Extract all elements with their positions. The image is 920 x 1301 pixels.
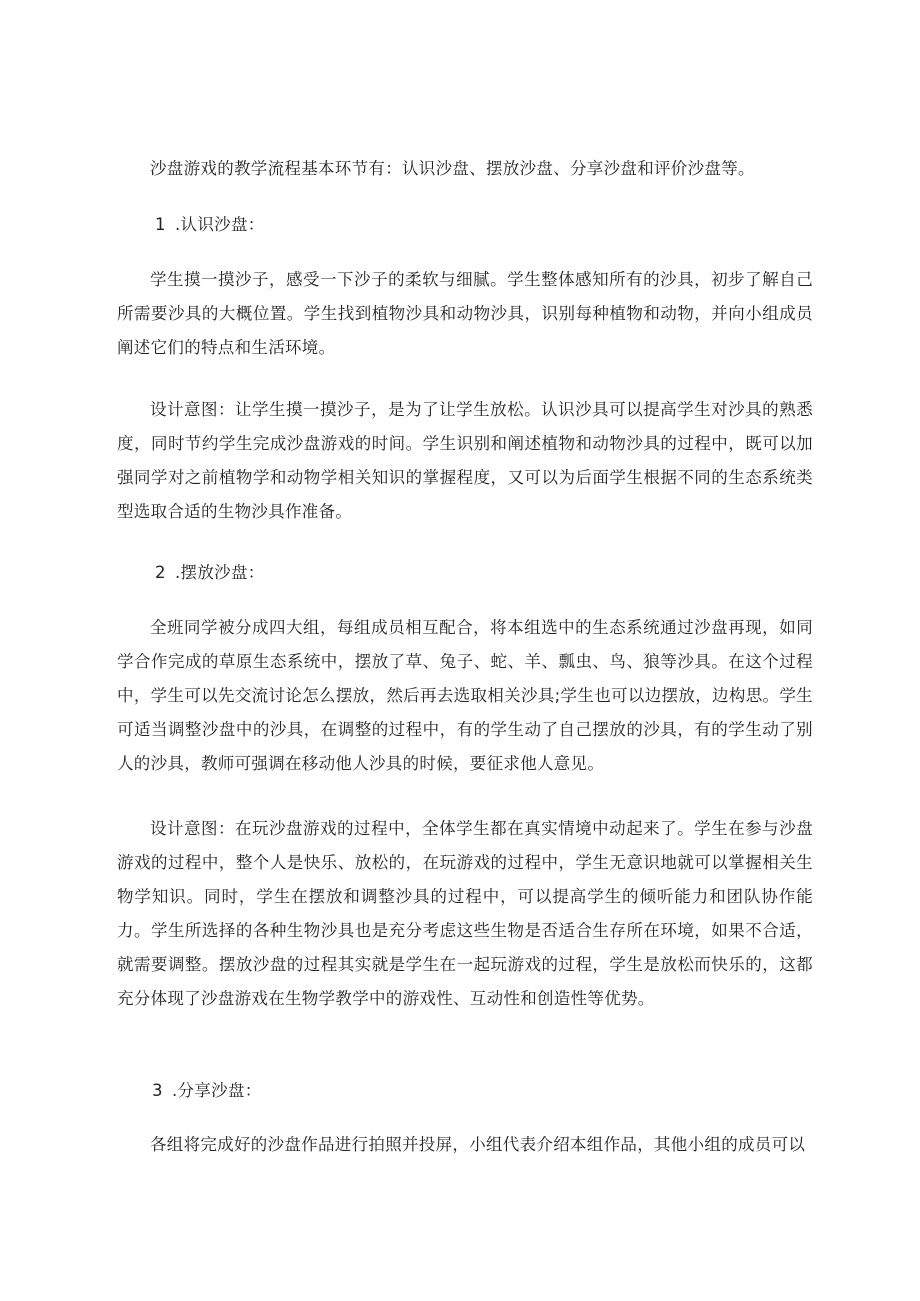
section-number: 2 [155,563,166,582]
section-title: .认识沙盘： [175,215,265,234]
section-number: 3 [152,1081,163,1100]
intro-paragraph: 沙盘游戏的教学流程基本环节有：认识沙盘、摆放沙盘、分享沙盘和评价沙盘等。 [150,159,755,178]
section-number: 1 [155,215,166,234]
section-heading-3 [152,1074,262,1108]
design-intent-paragraph: 设计意图：在玩沙盘游戏的过程中，全体学生都在真实情境中动起来了。学生在参与沙盘游戏的过程中，整个人是快乐、放松的，在玩游戏的过程中，学生无意识地就可以掌握相关生物学知识。同时，学生在摆放和调整沙具的过程中，可以提高学生的倾听能力和团队协作能力。学生所选择的各种生物沙具也是充分考虑这些生物是否适合生存所在环境，如果不合适，就需要调整。摆放沙盘的过程其实就是学生在一起玩游戏的过程，学生是放松而快乐的，这都充分体现了沙盘游戏在生物学教学中的游戏性、互动性和创造性等优势。 [117,819,813,1008]
section-title: .摆放沙盘： [175,563,265,582]
design-intent-paragraph: 设计意图：让学生摸一摸沙子，是为了让学生放松。认识沙具可以提高学生对沙具的熟悉度，同时节约学生完成沙盘游戏的时间。学生识别和阐述植物和动物沙具的过程中，既可以加强同学对之前植物学和动物学相关知识的掌握程度，又可以为后面学生根据不同的生态系统类型选取合适的生物沙具作准备。 [117,400,813,521]
body-paragraph: 各组将完成好的沙盘作品进行拍照并投屏，小组代表介绍本组作品，其他小组的成员可以 [150,1135,806,1154]
section-heading-2 [155,556,265,590]
section-heading-1 [155,208,265,242]
body-paragraph: 全班同学被分成四大组，每组成员相互配合，将本组选中的生态系统通过沙盘再现，如同学合作完成的草原生态系统中，摆放了草、兔子、蛇、羊、瓢虫、鸟、狼等沙具。在这个过程中，学生可以先交流讨论怎么摆放，然后再去选取相关沙具;学生也可以边摆放，边构思。学生可适当调整沙盘中的沙具，在调整的过程中，有的学生动了自己摆放的沙具，有的学生动了别人的沙具，教师可强调在移动他人沙具的时候，要征求他人意见。 [117,618,813,773]
body-paragraph: 学生摸一摸沙子，感受一下沙子的柔软与细腻。学生整体感知所有的沙具，初步了解自己所需要沙具的大概位置。学生找到植物沙具和动物沙具，识别每种植物和动物，并向小组成员阐述它们的特点和生活环境。 [117,270,813,357]
section-title: .分享沙盘： [172,1081,262,1100]
